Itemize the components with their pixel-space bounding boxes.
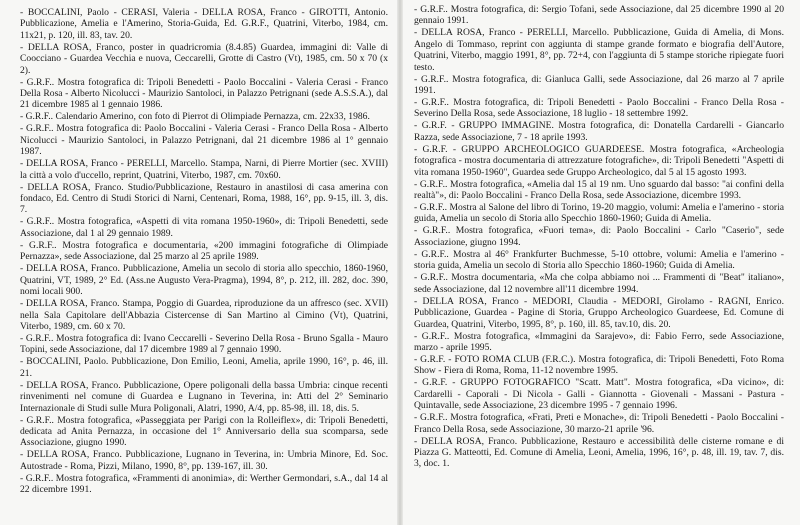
bibliography-entry: - G.R.F.. Mostra al Salone del libro di Torino, 19-20 maggio, volumi: Amelia e l'amerino - storia guida, Amelia un secolo di Storia allo Specchio 1860-1960; Guida di Amelia. <box>414 202 784 225</box>
bibliography-entry: - G.R.F. - GRUPPO FOTOGRAFICO "Scatt. Matt". Mostra fotografica, «Da vicino», di: Cardarelli - Caporali - Di Nicola - Galli - Giannotta - Giovenali - Massani - Pastura - Quintavalle, sede Associazione, 23 dicembre 1995 - 7 gennaio 1996. <box>414 377 784 412</box>
bibliography-entry: - G.R.F.. Mostra fotografica, «Fuori tema», di: Paolo Boccalini - Carlo "Caserio", sede Associazione, giugno 1994. <box>414 225 784 248</box>
bibliography-entry: - G.R.F.. Mostra fotografica, «Frati, Preti e Monache», di: Tripoli Benedetti - Paolo Boccalini - Franco Della Rosa, sede Associazione, 30 marzo-21 aprile '96. <box>414 412 784 435</box>
bibliography-entry: - BOCCALINI, Paolo. Pubblicazione, Don Emilio, Leoni, Amelia, aprile 1990, 16°, p. 46, ill. 21. <box>20 356 388 379</box>
right-page <box>400 0 800 525</box>
bibliography-entry: - DELLA ROSA, Franco. Pubblicazione, Lugnano in Teverina, in: Umbria Minore, Ed. Soc. Autostrade - Roma, Pizzi, Milano, 1990, 8°, pp. 139-167, ill. 30. <box>20 449 388 472</box>
bibliography-entry: - G.R.F.. Mostra fotografica, di: Tripoli Benedetti - Paolo Boccalini - Franco Della Rosa - Severino Della Rosa, sede Associazione, 18 luglio - 18 settembre 1992. <box>414 97 784 120</box>
bibliography-entry: - BOCCALINI, Paolo - CERASI, Valeria - DELLA ROSA, Franco - GIROTTI, Antonio. Pubblicazione, Amelia e l'Amerino, Storia-Guida, Ed. G.R.F., Quatrini, Viterbo, 1984, cm. 11x21, p. 120, ill. 83, tav. 20. <box>20 7 388 41</box>
bibliography-entry: - G.R.F.. Mostra fotografica, «Passeggiata per Parigi con la Rolleiflex», di: Tripoli Benedetti, dedicata ad Anita Pernazza, in occasione del 1° Anniversario della sua scomparsa, sede Associazione, giugno 1990. <box>20 414 388 449</box>
bibliography-entry: - G.R.F.. Mostra fotografica di: Paolo Boccalini - Valeria Cerasi - Franco Della Rosa - Alberto Nicolucci - Maurizio Santoloci, in Palazzo Petrignani, dal 21 dicembre 1986 al 1° gennaio 1987. <box>20 123 388 158</box>
bibliography-entry: - DELLA ROSA, Franco - PERELLI, Marcello. Pubblicazione, Guida di Amelia, di Mons. Angelo di Tommaso, reprint con aggiunta di stampe grande formato e biografia dell'Autore, Quatrini, Viterbo, maggio 1991, 8°, pp. 72+4, con l'aggiunta di 5 stampe storiche ripiegate fuori testo. <box>414 27 784 73</box>
bibliography-entry: - G.R.F.. Mostra fotografica, di: Gianluca Galli, sede Associazione, dal 26 marzo al 7 aprile 1991. <box>414 73 784 97</box>
bibliography-entry: - G.R.F.. Mostra fotografica di: Ivano Ceccarelli - Severino Della Rosa - Bruno Sgalla - Mauro Topini, sede Associazione, dal 17 dicembre 1989 al 7 gennaio 1990. <box>20 332 388 356</box>
bibliography-entry: - G.R.F.. Mostra documentaria, «Ma che colpa abbiamo noi ... Frammenti di "Beat" italiano», sede Associazione, dal 12 novembre all'11 dicembre 1994. <box>414 272 784 295</box>
bibliography-entry: - DELLA ROSA, Franco - MEDORI, Claudia - MEDORI, Girolamo - RAGNI, Enrico. Pubblicazione, Guardea - Pagine di Storia, Gruppo Archeologico Guardeese, Ed. Comune di Guardea, Quatrini, Viterbo, 1995, 8°, p. 160, ill. 85, tav.10, dis. 20. <box>414 295 784 330</box>
bibliography-entry: - DELLA ROSA, Franco. Studio/Pubblicazione, Restauro in anastilosi di casa amerina con fondaco, Ed. Centro di Studi Storici di Narni, Centenari, Roma, 1988, 16°, pp. 9-15, ill. 3, dis. 7. <box>20 181 388 216</box>
bibliography-entry: - G.R.F.. Mostra fotografica, «Frammenti di anonimia», di: Werther Germondari, s.A., dal 14 al 22 dicembre 1991. <box>20 472 388 496</box>
page-gutter <box>397 0 403 525</box>
bibliography-entry: - DELLA ROSA, Franco, poster in quadricromia (8.4.85) Guardea, immagini di: Valle di Coocciano - Guardea Vecchia e nuova, Ceccarelli, Grotte di Castro (Vt), 1985, cm. 50 x 70 (x 2). <box>20 41 388 76</box>
bibliography-entry: - G.R.F.. Calendario Amerino, con foto di Pierrot di Olimpiade Pernazza, cm. 22x33, 1986. <box>20 111 370 123</box>
bibliography-entry: - G.R.F. - GRUPPO ARCHEOLOGICO GUARDEESE. Mostra fotografica, «Archeologia fotografica - mostra documentaria di attrezzature fotografiche», di: Tripoli Benedetti "Aspetti di vita romana 1950-1960", Guardea sede Gruppo Archeologico, dal 5 al 15 agosto 1993. <box>414 143 784 178</box>
bibliography-entry: - G.R.F. - FOTO ROMA CLUB (F.R.C.). Mostra fotografica, di: Tripoli Benedetti, Foto Roma Show - Fiera di Roma, Roma, 11-12 novembre 1995. <box>414 353 784 377</box>
bibliography-entry: - DELLA ROSA, Franco - PERELLI, Marcello. Stampa, Narni, di Pierre Mortier (sec. XVIII) la città a volo d'uccello, reprint, Quatrini, Viterbo, 1987, cm. 70x60. <box>20 158 388 181</box>
bibliography-entry: - DELLA ROSA, Franco. Pubblicazione, Opere poligonali della bassa Umbria: cinque recenti rinvenimenti nel comune di Guardea e Lugnano in Teverina, in: Atti del 2° Seminario Internazionale di Studi sulle Mura Poligonali, Alatri, 1990, A/4, pp. 85-98, ill. 18, dis. 5. <box>20 379 388 414</box>
bibliography-entry: - DELLA ROSA, Franco. Pubblicazione, Restauro e accessibilità delle cisterne romane e di Piazza G. Matteotti, Ed. Comune di Amelia, Leoni, Amelia, 1996, 16°, p. 48, ill. 19, tav. 7, dis. 3, doc. 1. <box>414 435 784 470</box>
bibliography-entry: - G.R.F.. Mostra fotografica, «Immagini da Sarajevo», di: Fabio Ferro, sede Associazione, marzo - aprile 1995. <box>414 330 784 353</box>
bibliography-entry: - G.R.F.. Mostra al 46° Frankfurter Buchmesse, 5-10 ottobre, volumi: Amelia e l'amerino - storia guida, Amelia un secolo di Storia allo Specchio 1860-1960; Guida di Amelia. <box>414 248 784 272</box>
bibliography-entry: - DELLA ROSA, Franco. Pubblicazione, Amelia un secolo di storia allo specchio, 1860-1960, Quatrini, VT, 1989, 2° Ed. (Ass.ne Augusto Vera-Pragma), 1994, 8°, p. 212, ill. 282, doc. 390, nomi locali 900. <box>20 263 388 298</box>
bibliography-entry: - G.R.F.. Mostra fotografica di: Tripoli Benedetti - Paolo Boccalini - Valeria Cerasi - Franco Della Rosa - Alberto Nicolucci - Maurizio Santoloci, in Palazzo Petrignani (sede A.S.S.A.), dal 21 dicembre 1985 al 1 gennaio 1986. <box>20 76 388 111</box>
bibliography-entry: - G.R.F.. Mostra fotografica, «Amelia dal 15 al 19 nm. Uno sguardo dal basso: "ai confini della realtà"», di: Paolo Boccalini - Franco Della Rosa, sede Associazione, dicembre 1993. <box>414 178 784 202</box>
bibliography-entry: - G.R.F.. Mostra fotografica, «Aspetti di vita romana 1950-1960», di: Tripoli Benedetti, sede Associazione, dal 1 al 29 gennaio 1989. <box>20 216 388 239</box>
bibliography-entry: - G.R.F.. Mostra fotografica e documentaria, «200 immagini fotografiche di Olimpiade Pernazza», sede Associazione, dal 25 marzo al 25 aprile 1989. <box>20 239 388 263</box>
bibliography-entry: - G.R.F. - GRUPPO IMMAGINE. Mostra fotografica, di: Donatella Cardarelli - Giancarlo Razza, sede Associazione, 7 - 18 aprile 1993. <box>414 120 784 143</box>
bibliography-entry: - DELLA ROSA, Franco. Stampa, Poggio di Guardea, riproduzione da un affresco (sec. XVII) nella Sala Capitolare dell'Abbazia Cistercense di San Martino al Cimino (Vt), Quatrini, Viterbo, 1989, cm. 60 x 70. <box>20 298 388 332</box>
bibliography-entry: - G.R.F.. Mostra fotografica, di: Sergio Tofani, sede Associazione, dal 25 dicembre 1990 al 20 gennaio 1991. <box>414 4 784 27</box>
